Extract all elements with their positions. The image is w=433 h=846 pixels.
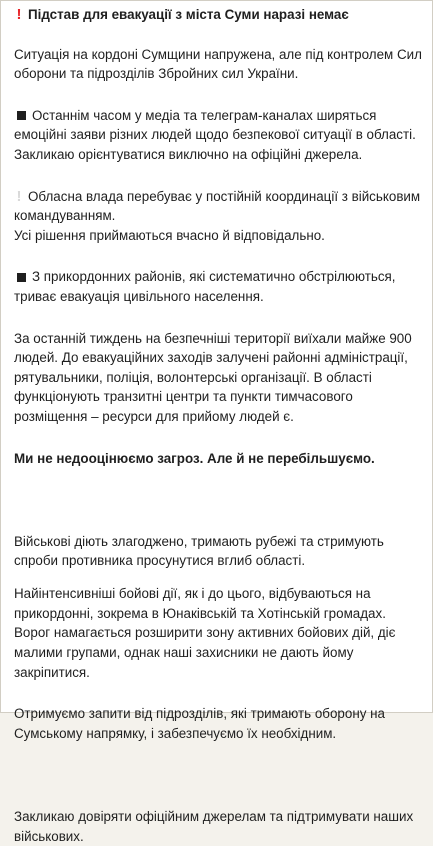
message-title-text: Підстав для евакуації з міста Суми наразі немає bbox=[28, 7, 349, 22]
message-paragraph-decisions-text: Усі рішення приймаються вчасно й відповідально. bbox=[14, 227, 325, 243]
ukraine-flag-icon bbox=[14, 769, 31, 781]
message-paragraph-military bbox=[14, 490, 422, 510]
black-square-icon bbox=[17, 273, 26, 282]
message-paragraph-military-text: Військові діють злагоджено, тримають рубежі та стримують спроби противника просунутися вглиб області. bbox=[14, 533, 384, 569]
message-paragraph-threat: Ми не недооцінюємо загроз. Але й не перебільшуємо. bbox=[14, 450, 375, 466]
white-exclamation-icon: ! bbox=[16, 187, 22, 205]
message-paragraph-trust bbox=[14, 765, 422, 785]
message-paragraph-situation: Ситуація на кордоні Сумщини напружена, але під контролем Сил оборони та підрозділів Збройних сил України. bbox=[14, 46, 422, 82]
message-paragraph-requests: Отримуємо запити від підрозділів, які тримають оборону на Сумському напрямку, і забезпечуємо їх необхідним. bbox=[14, 706, 385, 741]
message-paragraph-trust-text: Закликаю довіряти офіційним джерелам та підтримувати наших військових. bbox=[14, 809, 414, 844]
message-paragraph-media bbox=[14, 106, 422, 165]
red-exclamation-icon: ! bbox=[16, 6, 22, 23]
ukraine-flag-icon bbox=[14, 494, 31, 506]
message-paragraph-evacuation-text: З прикордонних районів, які систематично обстрілюються, триває евакуація цивільного населення. bbox=[14, 269, 396, 304]
black-square-icon bbox=[17, 111, 26, 120]
message-paragraph-evacuation bbox=[14, 267, 422, 306]
message-paragraph-week-stats: За останній тиждень на безпечніші території виїхали майже 900 людей. До евакуаційних заходів залучені районні адміністрації, рятувальники, поліція, волонтерські організації. В області функціонують транзитні центри та пункти тимчасового розміщення – ресурси для прийому людей є. bbox=[14, 330, 412, 424]
message-title bbox=[14, 5, 422, 25]
message-paragraph-combat: Найінтенсивніші бойові дії, як і до цього, відбуваються на прикордонні, зокрема в Юнаківській та Хотінській громадах. Ворог намагається розширити зону активних бойових дій, діє малими групами, однак наші захисники не дають йому закріпитися. bbox=[14, 586, 396, 680]
message-paragraph-coordination-text: Обласна влада перебуває у постійній координації з військовим командуванням. bbox=[14, 188, 421, 224]
message-paragraph-media-text: Останнім часом у медіа та телеграм-каналах ширяться емоційні заяви різних людей щодо безпекової ситуації в області. Закликаю орієнтуватися виключно на офіційні джерела. bbox=[14, 107, 416, 162]
message-paragraph-coordination bbox=[14, 187, 422, 246]
